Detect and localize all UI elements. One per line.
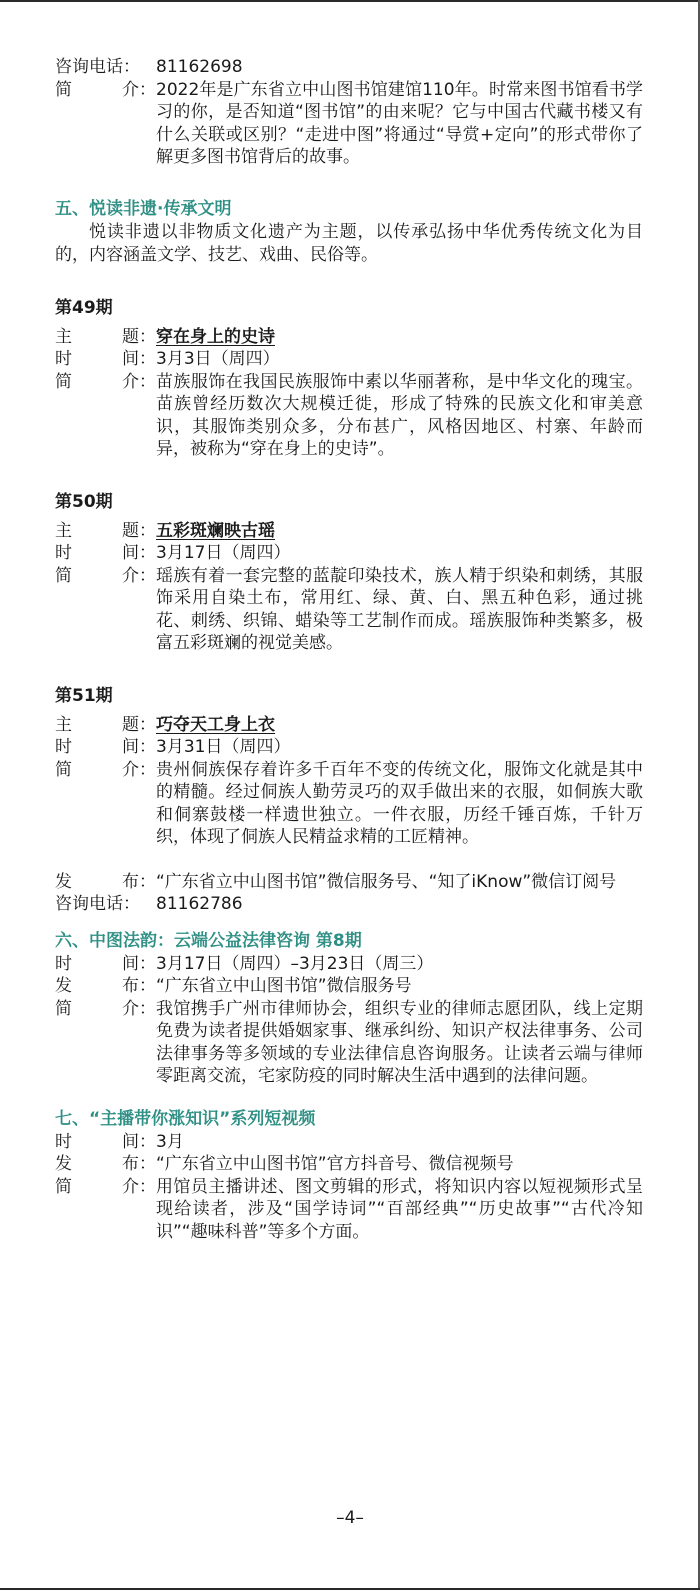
time-value-7: 3月 [156, 1131, 184, 1152]
publish-row-6: 发 布： “广东省立中山图书馆”微信服务号 [55, 975, 643, 998]
intro-value-51: 贵州侗族保存着许多千百年不变的传统文化，服饰文化就是其中的精髓。经过侗族人勤劳灵巧的双手做出来的衣服，如侗族大歌和侗寨鼓楼一样遗世独立。一件衣服，历经千锤百炼，千针万织，体现了侗族人民精益求精的工匠精神。 [156, 759, 643, 847]
publish-value-6: “广东省立中山图书馆”微信服务号 [156, 976, 412, 996]
time-row-6: 时 间： 3月17日（周四）–3月23日（周三） [55, 953, 643, 976]
intro-value-7: 用馆员主播讲述、图文剪辑的形式，将知识内容以短视频形式呈现给读者，涉及“国学诗词”“百部经典”“历史故事”“古代冷知识”“趣味科普”等多个方面。 [156, 1176, 643, 1242]
phone-row-5: 咨询电话： 81162786 [55, 893, 643, 916]
intro-value-49: 苗族服饰在我国民族服饰中素以华丽著称，是中华文化的瑰宝。苗族曾经历数次大规模迁徙，形成了特殊的民族文化和审美意识，其服饰类别众多，分布甚广，风格因地区、村寨、年龄而异，被称为“穿在身上的史诗”。 [156, 371, 643, 459]
time-value-51: 3月31日（周四） [156, 737, 291, 757]
intro-value: 2022年是广东省立中山图书馆建馆110年。时常来图书馆看书学习的你，是否知道“图书馆”的由来呢？它与中国古代藏书楼又有什么关联或区别？“走进中图”将通过“导赏+定向”的形式带你了解更多图书馆背后的故事。 [156, 79, 643, 167]
time-value-6: 3月17日（周四）–3月23日（周三） [156, 953, 434, 974]
intro-row-top [55, 79, 643, 169]
time-row-49: 时 间： 3月3日（周四） [55, 348, 643, 371]
issue-title-50: 第50期 [55, 491, 113, 512]
phone-value: 81162698 [156, 57, 243, 77]
theme-row-51: 主 题： 巧夺天工身上衣 [55, 714, 643, 737]
time-row-50: 时 间： 3月17日（周四） [55, 542, 643, 565]
theme-row-50: 主 题： 五彩斑斓映古瑶 [55, 520, 643, 543]
intro-value-50: 瑶族有着一套完整的蓝靛印染技术，族人精于织染和刺绣，其服饰采用自染土布，常用红、绿、黄、白、黑五种色彩，通过挑花、刺绣、织锦、蜡染等工艺制作而成。瑶族服饰种类繁多，极富五彩斑斓的视觉美感。 [156, 565, 643, 653]
publish-row-7: 发 布： “广东省立中山图书馆”官方抖音号、微信视频号 [55, 1153, 643, 1176]
publish-row-5: 发 布： “广东省立中山图书馆”微信服务号、“知了iKnow”微信订阅号 [55, 871, 643, 894]
intro-row-6: 简 介： 我馆携手广州市律师协会，组织专业的律师志愿团队，线上定期免费为读者提供婚姻家事、继承纠纷、知识产权法律事务、公司法律事务等多领域的专业法律信息咨询服务。让读者云端与律师零距离交流，宅家防疫的同时解决生活中遇到的法律问题。 [55, 998, 643, 1086]
intro-value-6: 我馆携手广州市律师协会，组织专业的律师志愿团队，线上定期免费为读者提供婚姻家事、继承纠纷、知识产权法律事务、公司法律事务等多领域的专业法律信息咨询服务。让读者云端与律师零距离交流，宅家防疫的同时解决生活中遇到的法律问题。 [156, 998, 643, 1086]
intro-row-49: 简 介： 苗族服饰在我国民族服饰中素以华丽著称，是中华文化的瑰宝。苗族曾经历数次大规模迁徙，形成了特殊的民族文化和审美意识，其服饰类别众多，分布甚广，风格因地区、村寨、年龄而异，被称为“穿在身上的史诗”。 [55, 371, 643, 459]
phone-value-5: 81162786 [156, 894, 243, 914]
document-page [55, 56, 643, 1243]
phone-label: 咨询电话： [55, 57, 140, 77]
section-heading-5: 五、悦读非遗·传承文明 [55, 198, 232, 219]
time-value-49: 3月3日（周四） [156, 349, 280, 369]
theme-value-50: 五彩斑斓映古瑶 [156, 520, 275, 541]
issue-title-49: 第49期 [55, 297, 113, 318]
theme-value-49: 穿在身上的史诗 [156, 326, 275, 347]
intro-row-7: 简 介： 用馆员主播讲述、图文剪辑的形式，将知识内容以短视频形式呈现给读者，涉及“国学诗词”“百部经典”“历史故事”“古代冷知识”“趣味科普”等多个方面。 [55, 1176, 643, 1242]
intro-label: 简 介： [55, 79, 156, 100]
section-heading-6: 六、中图法韵：云端公益法律咨询 第8期 [55, 930, 362, 951]
time-value-50: 3月17日（周四） [156, 543, 291, 563]
issue-title-51: 第51期 [55, 685, 113, 706]
intro-row-51: 简 介： 贵州侗族保存着许多千百年不变的传统文化，服饰文化就是其中的精髓。经过侗族人勤劳灵巧的双手做出来的衣服，如侗族大歌和侗寨鼓楼一样遗世独立。一件衣服，历经千锤百炼，千针万织，体现了侗族人民精益求精的工匠精神。 [55, 759, 643, 847]
publish-value-7: “广东省立中山图书馆”官方抖音号、微信视频号 [156, 1154, 514, 1174]
intro-row-50: 简 介： 瑶族有着一套完整的蓝靛印染技术，族人精于织染和刺绣，其服饰采用自染土布，常用红、绿、黄、白、黑五种色彩，通过挑花、刺绣、织锦、蜡染等工艺制作而成。瑶族服饰种类繁多，极富五彩斑斓的视觉美感。 [55, 565, 643, 653]
page-number: –4– [336, 1508, 364, 1528]
time-row-51: 时 间： 3月31日（周四） [55, 736, 643, 759]
section-5-paragraph: 悦读非遗以非物质文化遗产为主题，以传承弘扬中华优秀传统文化为目的，内容涵盖文学、技艺、戏曲、民俗等。 [55, 221, 643, 265]
publish-value-5: “广东省立中山图书馆”微信服务号、“知了iKnow”微信订阅号 [156, 871, 617, 892]
phone-row-top [55, 56, 643, 79]
page-top-edge [0, 0, 700, 2]
theme-row-49: 主 题： 穿在身上的史诗 [55, 326, 643, 349]
theme-value-51: 巧夺天工身上衣 [156, 714, 275, 735]
section-heading-7: 七、“主播带你涨知识”系列短视频 [55, 1108, 316, 1129]
time-row-7: 时 间： 3月 [55, 1131, 643, 1154]
